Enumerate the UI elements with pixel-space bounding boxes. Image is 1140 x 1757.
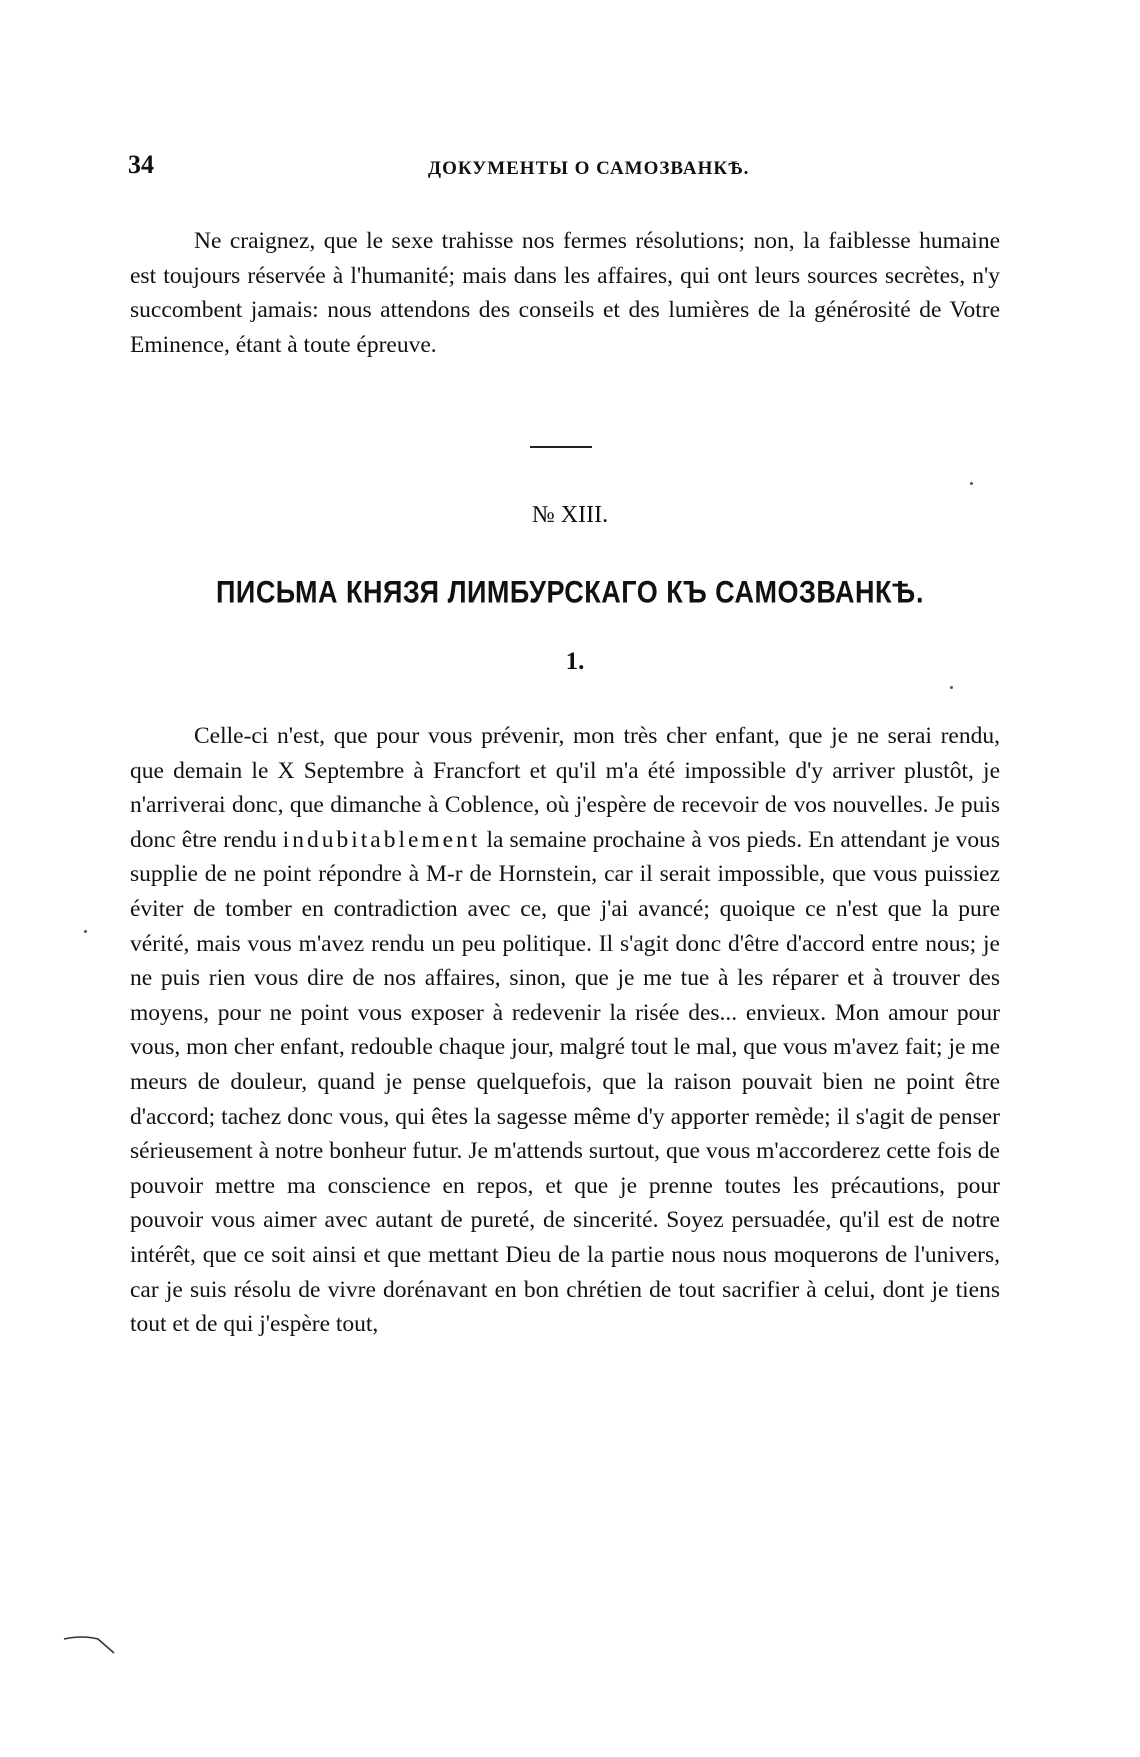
top-paragraph: Ne craignez, que le sexe trahisse nos fermes résolutions; non, la faiblesse humaine est toujours réservée à l'humanité; mais dans les affaires, qui ont leurs sources secrètes, n'y succombent jamais: nous attendons des conseils et des lumières de la générosité de Votre Eminence, étant à toute épreuve. xyxy=(130,228,1000,358)
margin-pen-mark xyxy=(62,1627,122,1657)
letter-emphasis: indubitablement xyxy=(282,826,481,853)
running-head xyxy=(128,150,1008,190)
speck-mark xyxy=(950,686,953,689)
letter-body xyxy=(130,719,1000,1342)
letter-text-part2: la semaine prochaine à vos pieds. En attendant je vous supplie de ne point répondre à M-r de Hornstein, car il serait impossible, que vous puissiez éviter de tomber en contradiction avec ce, que j'ai avancé; quoique ce n'est que la pure vérité, mais vous m'avez rendu un peu politique. Il s'agit donc d'être d'accord entre nous; je ne puis rien vous dire de nos affaires, sinon, que je me tue à les réparer et à trouver des moyens, pour ne point vous exposer à redevenir la risée des... envieux. Mon amour pour vous, mon cher enfant, redouble chaque jour, malgré tout le mal, que vous m'avez fait; je me meurs de douleur, quand je pense quelquefois, que la raison pouvait bien ne point être d'accord; tachez donc vous, qui êtes la sagesse même d'y apporter remède; il s'agit de penser sérieusement à notre bonheur futur. Je m'attends surtout, que vous m'accorderez cette fois de pouvoir mettre ma conscience en repos, et que je prenne toutes les précautions, pour pouvoir vous aimer avec autant de pureté, de sincerité. Soyez persuadée, qu'il est de notre intérêt, que ce soit ainsi et que mettant Dieu de la partie nous nous moquerons de l'univers, car je suis résolu de vivre dorénavant en bon chrétien de tout sacrifier à celui, dont je tiens tout et de qui j'espère tout, xyxy=(130,826,1001,1338)
speck-mark xyxy=(970,482,973,485)
speck-mark xyxy=(84,930,87,933)
section-heading: ПИСЬМА КНЯЗЯ ЛИМБУРСКАГО КЪ САМОЗВАНКѢ. xyxy=(216,574,924,610)
page-number: 34 xyxy=(128,150,154,179)
running-title: ДОКУМЕНТЫ О САМОЗВАНКѢ. xyxy=(428,158,750,179)
document-number: № XIII. xyxy=(531,502,609,528)
letter-paragraph xyxy=(130,719,1000,1342)
section-divider xyxy=(530,446,592,448)
letter-text-part1: Celle-ci n'est, que pour vous prévenir, mon très cher enfant, que je ne serai rendu, que demain le X Septembre à Francfort et qu'il m'a été impossible d'y arriver plustôt, je n'arriverai donc, que dimanche à Coblence, où j'espère de recevoir de vos nouvelles. Je puis donc être rendu xyxy=(130,723,1000,853)
top-passage xyxy=(130,224,1000,362)
letter-number: 1. xyxy=(565,648,585,675)
